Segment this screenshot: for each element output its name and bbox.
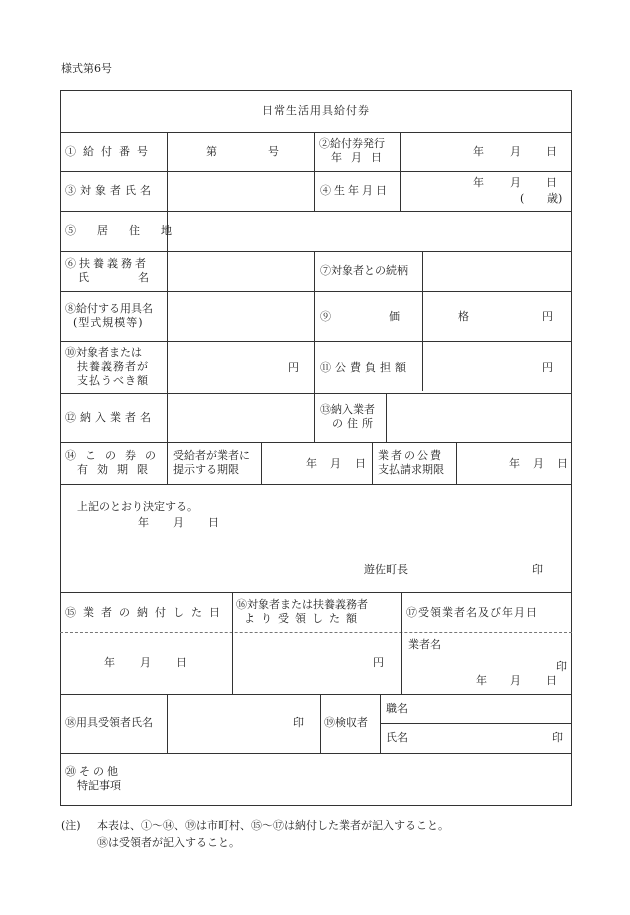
decision-day: 日 [208,516,219,529]
billing-month: 月 [533,457,544,470]
label-price: ⑨価格 [320,310,527,323]
mayor-title: 遊佐町長 [364,563,408,576]
delivery-year: 年 [104,656,115,669]
vendor-day: 日 [546,674,557,687]
label-guardian-name: ⑥扶養義務者 氏名 [65,257,198,284]
label-billing-deadline: 業者の公費 支払請求期限 [378,449,444,476]
delivery-month: 月 [140,656,151,669]
vendor-seal: 印 [556,660,567,673]
mayor-seal: 印 [532,563,543,576]
decision-text: 上記のとおり決定する。 [77,500,198,513]
presentation-day: 日 [355,457,366,470]
label-delivery-date: ⑮業者の納付した日 [65,606,227,619]
presentation-year: 年 [306,457,317,470]
label-vendor-address: ⑬納入業者 の住所 [320,403,377,430]
label-validity: ⑭この券の 有効期限 [65,449,165,476]
label-grant-number: ①給付番号 [65,145,155,158]
inspector-title-label: 職名 [386,702,408,715]
price-yen: 円 [542,310,553,323]
decision-year: 年 [138,516,149,529]
label-relationship: ⑦対象者との続柄 [320,264,408,277]
issue-date-year: 年 [473,145,484,158]
vendor-year: 年 [476,674,487,687]
notes-line-2: ⑱は受領者が記入すること。 [97,836,240,849]
age-open: ( [520,192,525,205]
label-received-amount: ⑯対象者または扶養義務者 より受領した額 [236,598,368,625]
vendor-month: 月 [510,674,521,687]
payable-yen: 円 [288,361,299,374]
label-receiving-vendor: ⑰受領業者名及び年月日 [406,606,538,619]
recipient-seal: 印 [293,716,304,729]
presentation-month: 月 [330,457,341,470]
label-vendor-name: ⑫納入業者名 [65,411,155,424]
label-recipient-name: ⑱用具受領者氏名 [65,716,153,729]
inspector-seal: 印 [552,731,563,744]
form-id: 様式第6号 [61,62,112,75]
billing-day: 日 [557,457,568,470]
label-payable-amount: ⑩対象者または 扶養義務者が 支払うべき額 [65,346,149,387]
label-public-burden: ⑪公費負担額 [320,361,410,374]
inspector-name-label: 氏名 [386,731,408,744]
grant-number-dai: 第 [206,145,217,158]
form-title: 日常生活用具給付券 [262,104,370,117]
label-equipment-name: ⑧給付する用具名 (型式規模等) [65,302,153,329]
birth-month: 月 [510,176,521,189]
received-yen: 円 [373,656,384,669]
age-close: 歳) [547,192,563,205]
label-address: ⑤居住地 [65,224,193,237]
issue-date-day: 日 [546,145,557,158]
notes-prefix: (注) [61,819,81,832]
public-burden-yen: 円 [542,361,553,374]
label-presentation-deadline: 受給者が業者に 提示する期限 [173,449,250,476]
delivery-day: 日 [176,656,187,669]
notes-line-1: 本表は、①〜⑭、⑲は市町村、⑮〜⑰は納付した業者が記入すること。 [97,819,449,832]
label-subject-name: ③対象者氏名 [65,184,155,197]
label-inspector: ⑲検収者 [324,716,368,729]
birth-day: 日 [546,176,557,189]
vendor-name-label: 業者名 [408,638,441,651]
label-birth-date: ④生年月日 [320,184,390,197]
label-remarks: ⑳その他 特記事項 [65,765,121,792]
grant-number-go: 号 [268,145,279,158]
issue-date-month: 月 [510,145,521,158]
birth-year: 年 [473,176,484,189]
label-issue-date: ②給付券発行 年月日 [319,137,391,164]
billing-year: 年 [509,457,520,470]
decision-month: 月 [173,516,184,529]
